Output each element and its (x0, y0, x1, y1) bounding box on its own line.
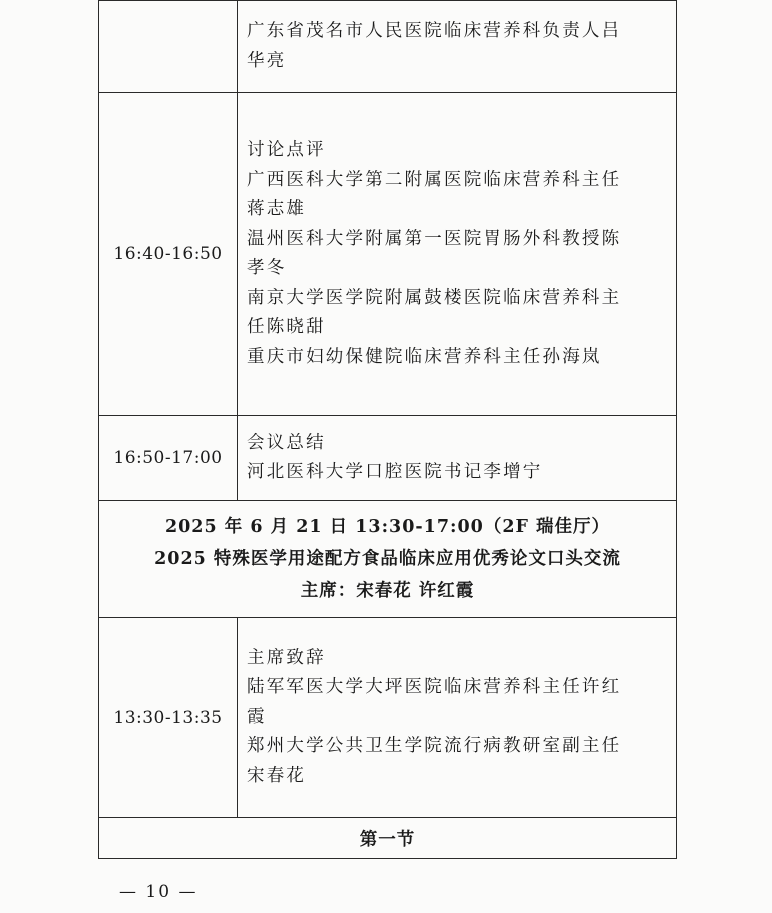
content-line: 霞 (247, 706, 267, 727)
content-line: 任陈晓甜 (247, 317, 326, 337)
content-line: 温州医科大学附属第一医院胃肠外科教授陈 (247, 228, 622, 249)
page-number: — 10 — (119, 882, 198, 902)
table-row (99, 93, 677, 416)
time-cell: 13:30-13:35 (99, 618, 238, 818)
content-line: 孝冬 (247, 258, 287, 278)
content-line: 南京大学医学院附属鼓楼医院临床营养科主 (247, 287, 622, 308)
schedule-page (98, 0, 677, 859)
content-line: 会议总结 (247, 432, 326, 453)
content-line: 郑州大学公共卫生学院流行病教研室副主任 (247, 736, 622, 757)
content-line: 华亮 (247, 50, 287, 71)
time-cell: 16:50-17:00 (99, 416, 238, 501)
content-cell (238, 93, 677, 416)
time-cell: 16:40-16:50 (99, 93, 238, 416)
session-header (99, 501, 677, 618)
content-line: 蒋志雄 (247, 199, 307, 219)
content-cell (238, 1, 677, 93)
table-row (99, 618, 677, 818)
content-line: 重庆市妇幼保健院临床营养科主任孙海岚 (247, 346, 602, 367)
content-line: 广西医科大学第二附属医院临床营养科主任 (247, 169, 622, 190)
session-chairs: 主席：宋春花 许红霞 (300, 581, 475, 601)
content-line: 广东省茂名市人民医院临床营养科负责人吕 (247, 21, 622, 41)
content-line: 讨论点评 (247, 140, 326, 160)
schedule-table (98, 0, 677, 859)
section-row (99, 818, 677, 859)
content-cell (238, 618, 677, 818)
section-title: 第一节 (99, 818, 677, 859)
content-line: 河北医科大学口腔医院书记李增宁 (247, 462, 543, 482)
time-cell (99, 1, 238, 93)
content-line: 宋春花 (247, 765, 307, 786)
session-date-venue: 2025 年 6 月 21 日 13:30-17:00（2F 瑞佳厅） (164, 517, 611, 537)
table-row (99, 416, 677, 501)
content-line: 主席致辞 (247, 647, 326, 668)
session-header-row (99, 501, 677, 618)
content-cell (238, 416, 677, 501)
table-row (99, 1, 677, 93)
session-title: 2025 特殊医学用途配方食品临床应用优秀论文口头交流 (154, 549, 621, 569)
content-line: 陆军军医大学大坪医院临床营养科主任许红 (247, 677, 622, 698)
